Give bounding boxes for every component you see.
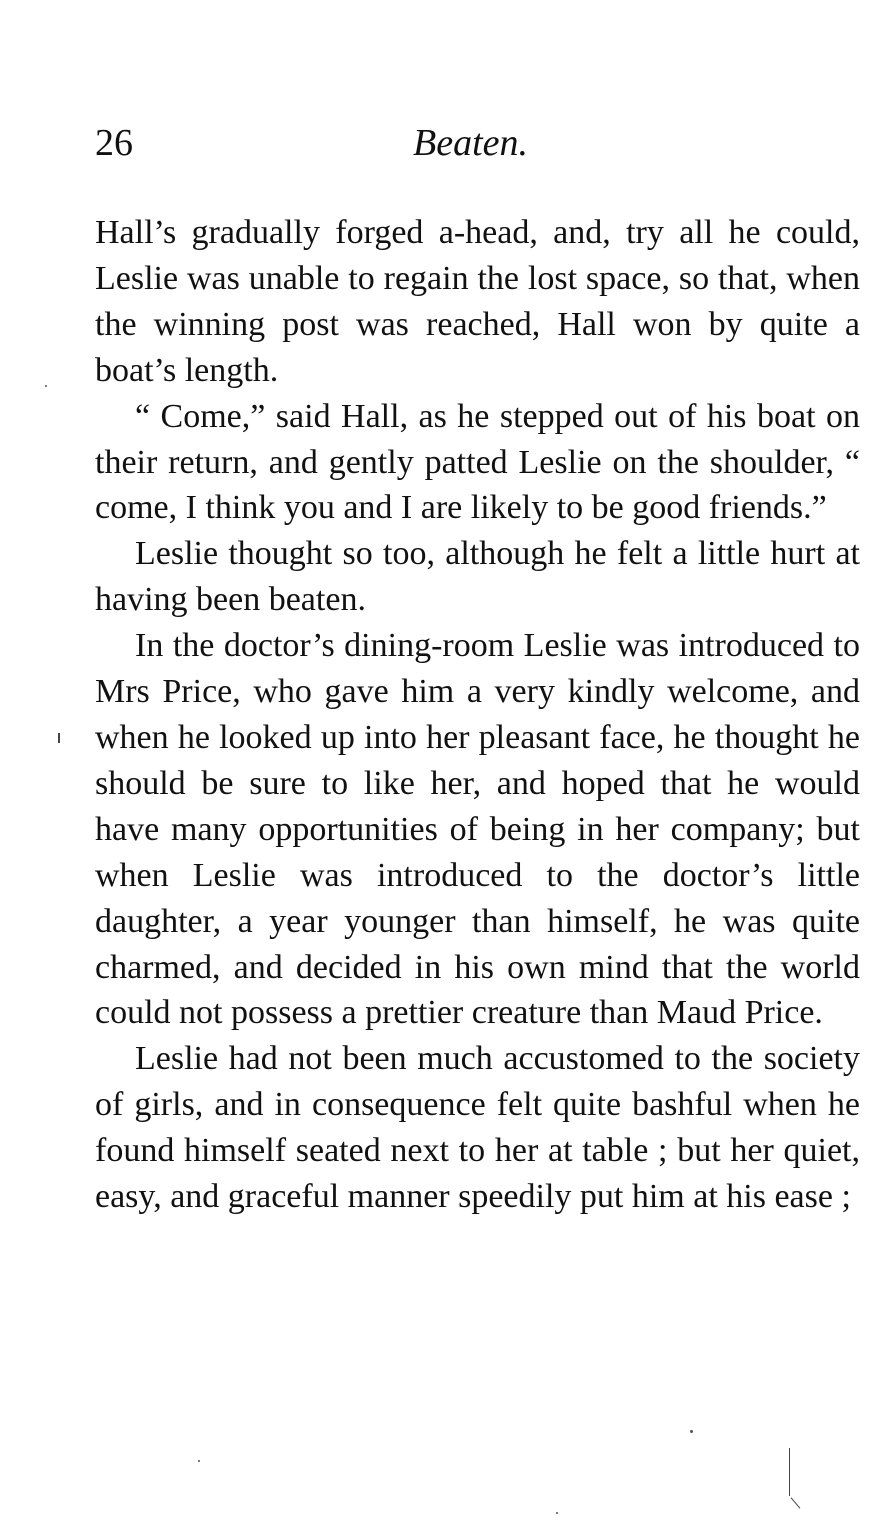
scan-mark xyxy=(791,1497,801,1508)
paragraph: Leslie had not been much accustomed to the society of girls, and in consequence felt quite bashful when he found himself seated next to her at table ; but her quiet, easy, and graceful manner speedily put him at his ease ; xyxy=(95,1040,860,1216)
paragraph: “ Come,” said Hall, as he stepped out of his boat on their return, and gently patted Leslie on the shoulder, “ come, I think you and I are likely to be good friends.” xyxy=(95,397,860,527)
paragraph: In the doctor’s dining-room Leslie was introduced to Mrs Price, who gave him a very kindly welcome, and when he looked up into her pleasant face, he thought he should be sure to like her, and hoped that he would have many opportunities of being in her company; but when Leslie was introduced to the doctor’s little daughter, a year younger than himself, he was quite charmed, and decided in his own mind that the world could not possess a prettier creature than Maud Price. xyxy=(95,627,860,1032)
scan-mark xyxy=(789,1448,790,1496)
scan-speck xyxy=(45,385,47,387)
page-number: 26 xyxy=(95,122,133,164)
scan-mark xyxy=(58,733,60,743)
page-header xyxy=(95,118,860,168)
scan-speck xyxy=(198,1460,200,1462)
body-text xyxy=(95,210,860,1220)
scan-speck xyxy=(690,1430,693,1433)
paragraph: Leslie thought so too, although he felt a little hurt at having been beaten. xyxy=(95,535,860,619)
scan-speck xyxy=(556,1512,558,1514)
running-title: Beaten. xyxy=(413,122,529,164)
paragraph: Hall’s gradually forged a-head, and, try all he could, Leslie was unable to regain the lost space, so that, when the winning post was reached, Hall won by quite a boat’s length. xyxy=(95,214,860,389)
